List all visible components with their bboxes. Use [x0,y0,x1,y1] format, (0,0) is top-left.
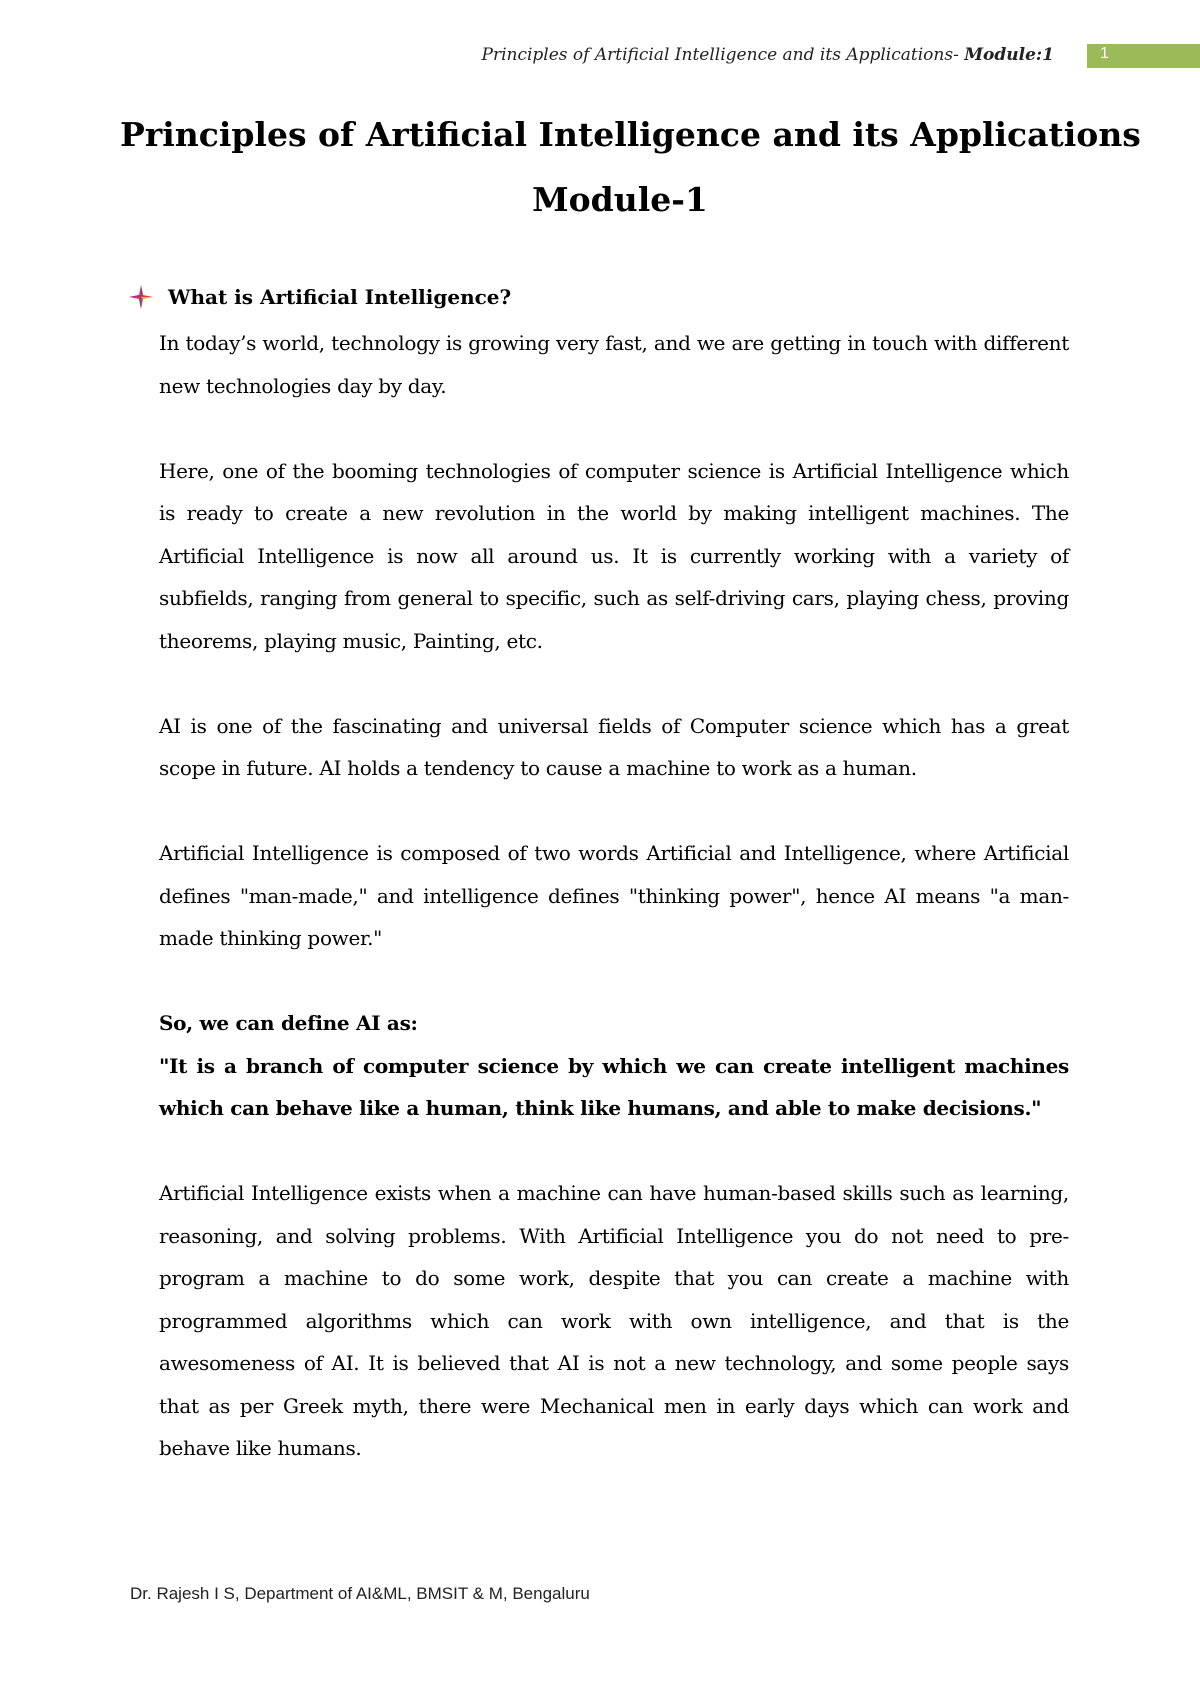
page-footer: Dr. Rajesh I S, Department of AI&ML, BMSIT & M, Bengaluru [130,1584,590,1603]
page-number: 1 [1100,45,1109,62]
running-header-title: Principles of Artificial Intelligence and its Applications- [481,45,965,65]
running-header [482,45,1054,65]
paragraph-intro: In today’s world, technology is growing very fast, and we are getting in touch with different new technologies day by day. [159,331,1069,398]
paragraph-fascinating-field: AI is one of the fascinating and universal fields of Computer science which has a great scope in future. AI holds a tendency to cause a machine to work as a human. [159,713,1069,780]
body-text [159,322,1069,1512]
section-heading: What is Artificial Intelligence? [168,285,512,309]
definition-label: So, we can define AI as: [159,1011,418,1035]
document-subtitle: Module-1 [532,180,708,219]
document-title: Principles of Artificial Intelligence and its Applications [120,115,1141,154]
paragraph-existence: Artificial Intelligence exists when a machine can have human-based skills such as learning, reasoning, and solving problems. With Artificial Intelligence you do not need to pre-program a machine to do some work, despite that you can create a machine with programmed algorithms which can work with own intelligence, and that is the awesomeness of AI. It is believed that AI is not a new technology, and some people says that as per Greek myth, there were Mechanical men in early days which can work and behave like humans. [159,1181,1069,1460]
paragraph-composition: Artificial Intelligence is composed of two words Artificial and Intelligence, where Artificial defines "man-made," and intelligence defines "thinking power", hence AI means "a man-made thinking power." [159,841,1069,950]
four-point-star-bullet-icon [128,284,154,310]
running-header-module: Module:1 [964,45,1054,65]
definition-text: "It is a branch of computer science by which we can create intelligent machines which can behave like a human, think like humans, and able to make decisions." [159,1053,1069,1120]
paragraph-booming-technologies: Here, one of the booming technologies of computer science is Artificial Intelligence which is ready to create a new revolution in the world by making intelligent machines. The Artificial Intelligence is now all around us. It is currently working with a variety of subfields, ranging from general to specific, such as self-driving cars, playing chess, proving theorems, playing music, Painting, etc. [159,458,1069,653]
